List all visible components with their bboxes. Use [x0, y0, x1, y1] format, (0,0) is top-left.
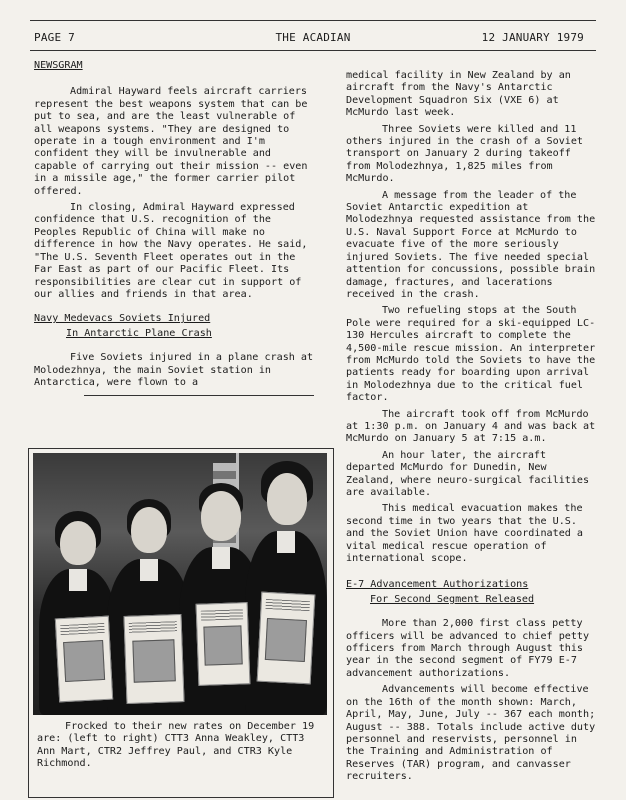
- paragraph: An hour later, the aircraft departed McMurdo for Dunedin, New Zealand, where neuro-surgical facilities are available.: [346, 449, 590, 498]
- certificate-image: [55, 616, 113, 703]
- left-column: [34, 60, 318, 396]
- right-column: [346, 70, 596, 788]
- top-rule: [30, 20, 596, 21]
- headline-line-2: In Antarctic Plane Crash: [66, 327, 212, 339]
- publication-title: THE ACADIAN: [275, 31, 351, 44]
- paragraph: Two refueling stops at the South Pole were required for a ski-equipped LC-130 Hercules aircraft to complete the 4,500-mile rescue mission. An interpreter from McMurdo told the Soviets to have the patients ready for boarding upon arrival in Molodezhnya due to the critical fuel factor.: [346, 305, 596, 404]
- paragraph: A message from the leader of the Soviet Antarctic expedition at Molodezhnya requested assistance from the U.S. Naval Support Force at McMurdo to evacuate five of the more seriously injured Soviets. The five needed special attention for concussions, possible brain damage, fractures, and lacerations received in the crash.: [346, 189, 596, 300]
- certificate-image: [123, 614, 184, 704]
- column-end-rule: [84, 395, 314, 396]
- section-label: NEWSGRAM: [34, 60, 83, 71]
- headline-line-2: For Second Segment Released: [370, 593, 535, 605]
- paragraph: This medical evacuation makes the second time in two years that the U.S. and the Soviet Union have coordinated a vital medical rescue operation of international scope.: [346, 503, 584, 565]
- paragraph: Three Soviets were killed and 11 others injured in the crash of a Soviet transport on January 2 during takeoff from Molodezhnya, 1,825 miles from McMurdo.: [346, 123, 584, 185]
- paragraph: Admiral Hayward feels aircraft carriers represent the best weapons system that can be put to sea, and are the least vulnerable of all weapons systems. "They are designed to operate in a tough environment and I'm confident they will be invulnerable and capable of carrying out their mission -- even in a missile age," the former carrier pilot offered.: [34, 86, 308, 197]
- group-photo: [33, 453, 327, 715]
- issue-date: 12 JANUARY 1979: [481, 31, 584, 44]
- paragraph: The aircraft took off from McMurdo at 1:30 p.m. on January 4 and was back at McMurdo on January 5 at 7:15 a.m.: [346, 408, 596, 445]
- paragraph: More than 2,000 first class petty officers will be advanced to chief petty officers from March through August this year in the second segment of FY79 E-7 advancement authorizations.: [346, 618, 590, 679]
- paragraph: Five Soviets injured in a plane crash at Molodezhnya, the main Soviet station in Antarctica, were flown to a: [34, 352, 314, 388]
- headline-line-1: E-7 Advancement Authorizations: [346, 579, 529, 591]
- header-rule: [30, 50, 596, 51]
- page-number: PAGE 7: [34, 31, 75, 44]
- paragraph: In closing, Admiral Hayward expressed confidence that U.S. recognition of the Peoples Republic of China will make no difference in how the Navy operates. He said, "The U.S. Seventh Fleet operates out in the Far East as part of our Pacific Fleet. Its responsibilities are clear cut in support of our allies and friends in that area.: [34, 202, 308, 300]
- photo-frame: [28, 448, 334, 798]
- certificate-image: [196, 602, 251, 686]
- headline-line-1: Navy Medevacs Soviets Injured: [34, 313, 211, 325]
- certificate-image: [257, 592, 316, 685]
- paragraph: medical facility in New Zealand by an aircraft from the Navy's Antarctic Development Squadron Six (VXE 6) at McMurdo last week.: [346, 70, 571, 119]
- paragraph: Advancements will become effective on the 16th of the month shown: March, April, May, June, July -- 367 each month; August -- 388. Totals include active duty personnel and reservists, personnel in the Training and Administration of Reserves (TAR) program, and canvasser recruiters.: [346, 684, 596, 783]
- photo-caption: [37, 721, 327, 775]
- caption-text: Frocked to their new rates on December 19 are: (left to right) CTT3 Anna Weakley, CTT3 Ann Mart, CTR2 Jeffrey Paul, and CTR3 Kyle Richmond.: [37, 721, 315, 770]
